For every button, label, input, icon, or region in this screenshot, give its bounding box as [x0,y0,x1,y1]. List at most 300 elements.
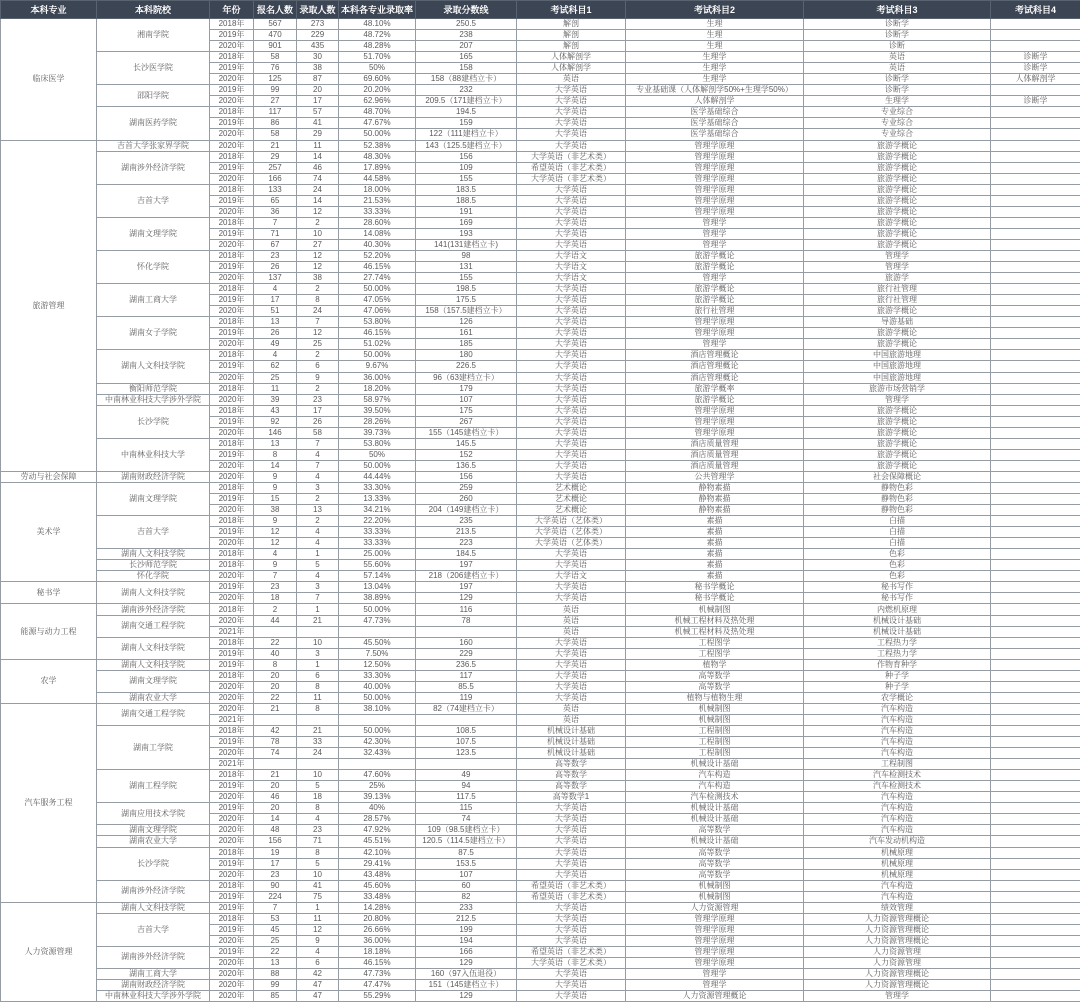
table-row [1,217,1080,228]
subject4-cell [991,549,1080,560]
admitted-cell: 47 [297,980,339,991]
admitted-cell: 4 [297,814,339,825]
year-cell: 2018年 [210,19,254,30]
admitted-cell: 87 [297,74,339,85]
subject1-cell: 大学英语 [517,438,626,449]
cutoff-cell: 145.5 [416,438,517,449]
subject2-cell: 管理学原理 [626,173,804,184]
college-cell: 湖南工商大学 [97,284,210,317]
applicants-cell: 51 [254,306,297,317]
year-cell: 2019年 [210,737,254,748]
subject3-cell: 人力资源管理 [804,946,991,957]
rate-cell: 48.72% [339,30,416,41]
subject3-cell: 秘书写作 [804,593,991,604]
cutoff-cell: 156 [416,151,517,162]
subject1-cell: 大学英语 [517,460,626,471]
cutoff-cell: 169 [416,217,517,228]
college-cell: 湖南涉外经济学院 [97,604,210,615]
subject1-cell: 大学英语 [517,560,626,571]
admitted-cell: 4 [297,538,339,549]
cutoff-cell: 131 [416,262,517,273]
subject1-cell: 高等数学 [517,781,626,792]
rate-cell: 22.20% [339,516,416,527]
rate-cell: 55.60% [339,560,416,571]
rate-cell: 47.05% [339,295,416,306]
rate-cell: 27.74% [339,273,416,284]
applicants-cell: 88 [254,969,297,980]
subject1-cell: 大学英语（非艺术类） [517,173,626,184]
subject2-cell: 素描 [626,516,804,527]
table-row [1,836,1080,847]
table-row [1,250,1080,261]
subject2-cell: 管理学 [626,339,804,350]
subject4-cell [991,781,1080,792]
cutoff-cell: 117.5 [416,792,517,803]
admitted-cell: 6 [297,670,339,681]
subject2-cell: 医学基础综合 [626,107,804,118]
subject1-cell: 大学英语 [517,858,626,869]
cutoff-cell: 116 [416,604,517,615]
year-cell: 2020年 [210,991,254,1002]
rate-cell: 47.60% [339,770,416,781]
year-cell: 2020年 [210,615,254,626]
subject2-cell: 管理学原理 [626,913,804,924]
cutoff-cell: 107.5 [416,737,517,748]
applicants-cell: 20 [254,670,297,681]
rate-cell: 58.97% [339,394,416,405]
rate-cell: 48.30% [339,151,416,162]
subject3-cell: 旅游学概论 [804,339,991,350]
subject3-cell: 汽车构造 [804,792,991,803]
subject3-cell: 人力资源管理概论 [804,969,991,980]
cutoff-cell: 233 [416,902,517,913]
admitted-cell: 20 [297,85,339,96]
cutoff-cell: 179 [416,383,517,394]
rate-cell: 69.60% [339,74,416,85]
college-cell: 湖南人文科技学院 [97,902,210,913]
subject1-cell: 大学英语 [517,328,626,339]
subject4-cell [991,306,1080,317]
subject3-cell: 汽车构造 [804,703,991,714]
table-row [1,913,1080,924]
applicants-cell: 7 [254,217,297,228]
year-cell: 2019年 [210,902,254,913]
applicants-cell: 12 [254,538,297,549]
subject4-cell [991,339,1080,350]
year-cell: 2019年 [210,195,254,206]
year-cell: 2019年 [210,648,254,659]
admitted-cell: 273 [297,19,339,30]
subject2-cell: 管理学原理 [626,935,804,946]
admitted-cell: 21 [297,726,339,737]
table-row [1,560,1080,571]
subject1-cell: 大学英语 [517,825,626,836]
rate-cell: 39.13% [339,792,416,803]
cutoff-cell: 82 [416,891,517,902]
subject3-cell: 旅游学概论 [804,217,991,228]
rate-cell: 28.57% [339,814,416,825]
applicants-cell: 8 [254,449,297,460]
subject2-cell: 旅行社管理 [626,306,804,317]
year-cell: 2020年 [210,306,254,317]
rate-cell: 47.92% [339,825,416,836]
college-cell: 吉首大学张家界学院 [97,140,210,151]
applicants-cell: 125 [254,74,297,85]
subject1-cell: 大学英语 [517,416,626,427]
admitted-cell: 4 [297,449,339,460]
admitted-cell: 21 [297,615,339,626]
subject2-cell: 素描 [626,527,804,538]
rate-cell: 18.00% [339,184,416,195]
subject3-cell: 汽车发动机构造 [804,836,991,847]
cutoff-cell: 120.5（114.5建档立卡） [416,836,517,847]
subject3-cell: 专业综合 [804,129,991,140]
admitted-cell: 75 [297,891,339,902]
cutoff-cell: 158（88建档立卡） [416,74,517,85]
subject2-cell: 机械工程材料及热处理 [626,626,804,637]
admitted-cell: 58 [297,427,339,438]
subject4-cell [991,759,1080,770]
year-cell: 2018年 [210,151,254,162]
subject4-cell [991,560,1080,571]
cutoff-cell: 155 [416,273,517,284]
rate-cell: 38.89% [339,593,416,604]
subject2-cell: 生理学 [626,52,804,63]
cutoff-cell: 226.5 [416,361,517,372]
subject3-cell: 管理学 [804,262,991,273]
applicants-cell: 146 [254,427,297,438]
subject1-cell: 希望英语（非艺术类） [517,880,626,891]
table-row [1,107,1080,118]
subject3-cell: 旅游学概论 [804,239,991,250]
cutoff-cell: 107 [416,394,517,405]
admitted-cell [297,759,339,770]
subject3-cell: 旅行社管理 [804,295,991,306]
subject1-cell: 大学英语 [517,869,626,880]
applicants-cell: 45 [254,924,297,935]
subject2-cell: 工程制图 [626,726,804,737]
subject2-cell: 酒店管理概论 [626,350,804,361]
table-row [1,692,1080,703]
subject2-cell: 工程制图 [626,748,804,759]
subject4-cell [991,107,1080,118]
admitted-cell: 18 [297,792,339,803]
cutoff-cell: 107 [416,869,517,880]
subject4-cell [991,416,1080,427]
subject3-cell: 人力资源管理概论 [804,913,991,924]
subject1-cell: 大学英语 [517,195,626,206]
subject4-cell [991,969,1080,980]
rate-cell: 46.15% [339,262,416,273]
subject1-cell: 机械设计基础 [517,737,626,748]
subject3-cell: 英语 [804,52,991,63]
major-cell: 旅游管理 [1,140,97,471]
subject1-cell: 大学英语 [517,306,626,317]
cutoff-cell: 78 [416,615,517,626]
year-cell: 2018年 [210,880,254,891]
subject3-cell: 旅游学概论 [804,162,991,173]
subject3-cell: 汽车构造 [804,814,991,825]
subject4-cell [991,571,1080,582]
column-header: 录取人数 [297,1,339,19]
subject1-cell: 希望英语（非艺术类） [517,162,626,173]
subject3-cell: 静物色彩 [804,505,991,516]
admitted-cell: 7 [297,438,339,449]
major-cell: 秘书学 [1,582,97,604]
subject2-cell: 管理学 [626,217,804,228]
subject4-cell [991,692,1080,703]
college-cell: 中南林业科技大学 [97,438,210,471]
subject4-cell [991,836,1080,847]
admissions-table-body [1,19,1080,1002]
table-row [1,52,1080,63]
year-cell: 2018年 [210,217,254,228]
admitted-cell: 17 [297,405,339,416]
cutoff-cell: 180 [416,350,517,361]
subject4-cell [991,250,1080,261]
subject3-cell: 汽车构造 [804,714,991,725]
subject3-cell: 诊断 [804,41,991,52]
subject2-cell: 高等数学 [626,858,804,869]
year-cell: 2020年 [210,969,254,980]
year-cell: 2018年 [210,438,254,449]
subject2-cell: 管理学原理 [626,946,804,957]
table-row [1,184,1080,195]
applicants-cell: 99 [254,980,297,991]
table-row [1,394,1080,405]
subject4-cell [991,637,1080,648]
rate-cell: 26.66% [339,924,416,935]
subject4-cell [991,516,1080,527]
subject1-cell: 大学英语 [517,427,626,438]
admitted-cell: 7 [297,593,339,604]
cutoff-cell: 193 [416,228,517,239]
subject1-cell: 大学英语 [517,217,626,228]
subject4-cell [991,980,1080,991]
applicants-cell: 14 [254,814,297,825]
subject2-cell: 静物素描 [626,505,804,516]
subject2-cell: 高等数学 [626,847,804,858]
subject3-cell: 旅游市场营销学 [804,383,991,394]
subject4-cell [991,946,1080,957]
year-cell: 2020年 [210,869,254,880]
subject4-cell [991,924,1080,935]
admitted-cell: 2 [297,284,339,295]
year-cell: 2019年 [210,30,254,41]
admitted-cell: 17 [297,96,339,107]
subject1-cell: 机械设计基础 [517,748,626,759]
subject3-cell: 导游基础 [804,317,991,328]
subject2-cell: 人体解剖学 [626,96,804,107]
subject4-cell [991,361,1080,372]
subject4-cell [991,913,1080,924]
subject4-cell [991,19,1080,30]
rate-cell: 62.96% [339,96,416,107]
subject1-cell: 希望英语（非艺术类） [517,891,626,902]
admitted-cell: 6 [297,361,339,372]
admitted-cell: 30 [297,52,339,63]
subject3-cell: 白描 [804,516,991,527]
applicants-cell: 19 [254,847,297,858]
college-cell: 湖南农业大学 [97,836,210,847]
admitted-cell: 8 [297,703,339,714]
applicants-cell: 26 [254,328,297,339]
cutoff-cell: 129 [416,957,517,968]
subject3-cell: 旅游学概论 [804,206,991,217]
subject4-cell [991,770,1080,781]
college-cell: 湖南人文科技学院 [97,582,210,604]
year-cell: 2019年 [210,449,254,460]
subject2-cell: 工程图学 [626,637,804,648]
subject1-cell: 大学英语 [517,593,626,604]
rate-cell [339,714,416,725]
subject4-cell [991,714,1080,725]
subject4-cell [991,273,1080,284]
table-row [1,726,1080,737]
admitted-cell: 23 [297,825,339,836]
applicants-cell: 567 [254,19,297,30]
applicants-cell: 9 [254,560,297,571]
applicants-cell: 901 [254,41,297,52]
year-cell: 2020年 [210,140,254,151]
subject1-cell: 大学英语 [517,317,626,328]
table-row [1,604,1080,615]
subject4-cell [991,438,1080,449]
cutoff-cell: 153.5 [416,858,517,869]
college-cell: 湖南财政经济学院 [97,471,210,482]
cutoff-cell: 82（74建档立卡） [416,703,517,714]
rate-cell: 7.50% [339,648,416,659]
applicants-cell: 8 [254,659,297,670]
subject1-cell: 大学英语 [517,803,626,814]
applicants-cell: 117 [254,107,297,118]
subject1-cell: 大学语文 [517,250,626,261]
applicants-cell [254,759,297,770]
subject1-cell: 英语 [517,74,626,85]
cutoff-cell: 156 [416,471,517,482]
subject1-cell: 高等数学 [517,759,626,770]
cutoff-cell: 49 [416,770,517,781]
subject2-cell: 管理学原理 [626,151,804,162]
subject4-cell [991,659,1080,670]
college-cell: 湖南涉外经济学院 [97,880,210,902]
rate-cell [339,626,416,637]
rate-cell: 47.47% [339,980,416,991]
cutoff-cell: 188.5 [416,195,517,206]
year-cell: 2020年 [210,206,254,217]
rate-cell: 44.44% [339,471,416,482]
subject2-cell: 管理学原理 [626,924,804,935]
subject3-cell: 汽车构造 [804,891,991,902]
college-cell: 吉首大学 [97,516,210,549]
subject2-cell: 管理学原理 [626,405,804,416]
rate-cell: 51.02% [339,339,416,350]
year-cell: 2020年 [210,129,254,140]
table-row [1,670,1080,681]
year-cell: 2018年 [210,184,254,195]
rate-cell: 40% [339,803,416,814]
rate-cell: 33.33% [339,206,416,217]
applicants-cell: 12 [254,527,297,538]
college-cell: 吉首大学 [97,913,210,946]
subject3-cell: 中国旅游地理 [804,372,991,383]
year-cell: 2020年 [210,957,254,968]
admitted-cell: 13 [297,505,339,516]
rate-cell: 21.53% [339,195,416,206]
subject4-cell [991,41,1080,52]
cutoff-cell: 85.5 [416,681,517,692]
subject1-cell: 解剖 [517,19,626,30]
subject4-cell [991,405,1080,416]
rate-cell: 50.00% [339,284,416,295]
year-cell: 2019年 [210,781,254,792]
year-cell: 2018年 [210,560,254,571]
subject4-cell [991,957,1080,968]
year-cell: 2018年 [210,317,254,328]
college-cell: 湖南女子学院 [97,317,210,350]
cutoff-cell: 250.5 [416,19,517,30]
cutoff-cell: 194 [416,935,517,946]
cutoff-cell: 213.5 [416,527,517,538]
applicants-cell: 23 [254,869,297,880]
major-cell: 人力资源管理 [1,902,97,1001]
subject1-cell: 大学英语 [517,969,626,980]
applicants-cell: 156 [254,836,297,847]
applicants-cell: 38 [254,505,297,516]
admitted-cell: 229 [297,30,339,41]
subject2-cell: 汽车构造 [626,781,804,792]
subject1-cell: 大学英语 [517,847,626,858]
cutoff-cell: 96（63建档立卡） [416,372,517,383]
admitted-cell: 3 [297,482,339,493]
college-cell: 湘南学院 [97,19,210,52]
rate-cell: 52.38% [339,140,416,151]
rate-cell: 47.73% [339,615,416,626]
subject2-cell: 静物素描 [626,482,804,493]
subject2-cell: 人力资源管理 [626,902,804,913]
rate-cell: 33.33% [339,527,416,538]
cutoff-cell: 109（98.5建档立卡） [416,825,517,836]
subject3-cell: 诊断学 [804,30,991,41]
applicants-cell: 40 [254,648,297,659]
subject3-cell: 种子学 [804,681,991,692]
subject3-cell: 人力资源管理概论 [804,980,991,991]
admitted-cell: 38 [297,63,339,74]
admitted-cell: 5 [297,781,339,792]
applicants-cell: 2 [254,604,297,615]
subject1-cell: 大学英语 [517,394,626,405]
applicants-cell: 22 [254,692,297,703]
applicants-cell: 25 [254,935,297,946]
year-cell: 2020年 [210,74,254,85]
subject2-cell: 酒店质量管理 [626,460,804,471]
admitted-cell: 11 [297,692,339,703]
subject1-cell: 人体解剖学 [517,63,626,74]
subject2-cell: 机械制图 [626,604,804,615]
subject2-cell: 素描 [626,571,804,582]
subject2-cell: 高等数学 [626,670,804,681]
year-cell: 2020年 [210,239,254,250]
subject3-cell: 人力资源管理 [804,957,991,968]
year-cell: 2019年 [210,162,254,173]
subject3-cell: 社会保障概论 [804,471,991,482]
subject1-cell: 大学英语 [517,85,626,96]
subject1-cell: 希望英语（非艺术类） [517,946,626,957]
college-cell: 湖南人文科技学院 [97,659,210,670]
admitted-cell: 14 [297,151,339,162]
subject2-cell: 秘书学概论 [626,593,804,604]
subject1-cell: 大学英语 [517,924,626,935]
